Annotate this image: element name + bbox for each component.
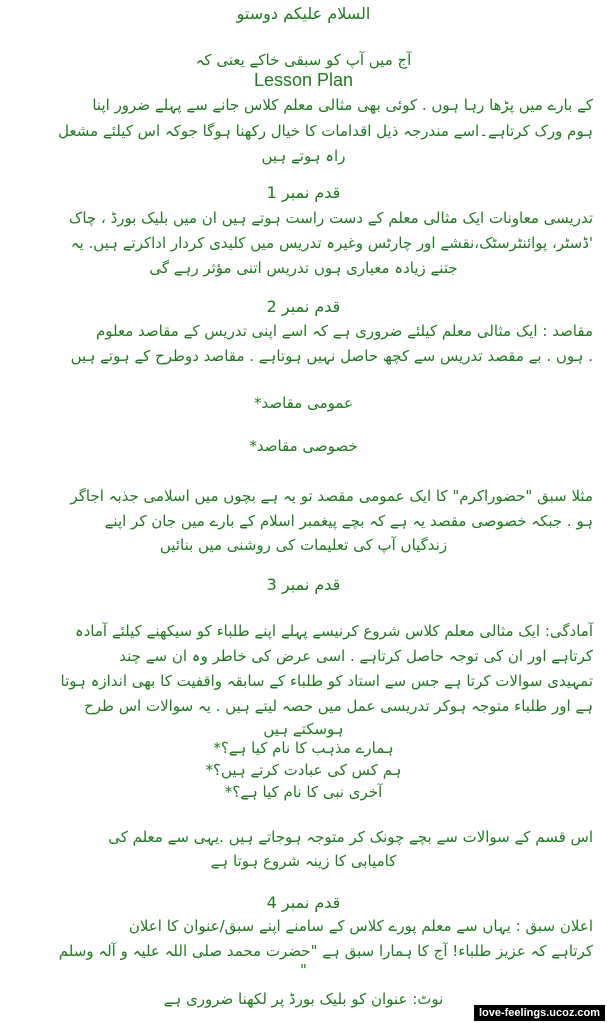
- step-4-line: ": [300, 961, 307, 979]
- intro-line: آج میں آپ کو سبقی خاکے یعنی کہ: [195, 51, 412, 69]
- specific-objectives: خصوصی مقاصد*: [249, 437, 358, 455]
- step-4-line: کرتاہے کہ عزیز طلباء! آج کا ہمارا سبق ہے "حضرت محمد صلی اللہ علیہ و آلہ وسلم: [58, 942, 593, 960]
- step-4-title: قدم نمبر 4: [266, 893, 341, 912]
- intro-line: ہوم ورک کرتاہے۔اسے مندرجہ ذیل اقدامات کا خیال رکھنا ہوگا جوکہ اس کیلئے مشعل: [58, 122, 593, 140]
- step-1-title: قدم نمبر 1: [266, 183, 341, 202]
- step-3-line: ہوسکتے ہیں: [263, 720, 344, 738]
- question-item: آخری نبی کا نام کیا ہے؟*: [224, 783, 383, 801]
- step-2-line: مقاصد : ایک مثالی معلم کیلئے ضروری ہے کہ اسے اپنی تدریس کے مقاصد معلوم: [96, 322, 593, 340]
- intro-line: کے بارے میں پڑھا رہا ہوں . کوئی بھی مثالی معلم کلاس جانے سے پہلے ضرور اپنا: [92, 96, 593, 114]
- step-3-line: اس قسم کے سوالات سے بچے چونک کر متوجہ ہوجاتے ہیں .یہی سے معلم کی: [108, 828, 593, 846]
- step-2-example: ہو . جبکہ خصوصی مقصد یہ ہے کہ بچے پیغمبر اسلام کے بارے میں جان کر اپنے: [104, 512, 593, 530]
- step-3-line: کرتاہے اور ان کی توجہ حاصل کرتاہے . اسی عرض کی خاطر وہ ان سے چند: [119, 647, 593, 665]
- question-item: ہمارے مذہب کا نام کیا ہے؟*: [213, 739, 394, 757]
- step-1-line: تدریسی معاونات ایک مثالی معلم کے دست راست ہوتے ہیں ان میں بلیک بورڈ ، چاک: [68, 209, 593, 227]
- step-2-example: زندگیاں آپ کی تعلیمات کی روشنی میں بنائیں: [159, 536, 448, 554]
- step-1-line: 'ڈسٹر، پوائنٹرسٹک،نقشے اور چارٹس وغیرہ تدریس میں کلیدی کردار اداکرتے ہیں. یہ: [70, 234, 593, 252]
- greeting: السلام علیکم دوستو: [236, 4, 371, 23]
- step-3-line: ہے اور طلباء متوجہ ہوکر تدریسی عمل میں حصہ لیتے ہیں . یہ سوالات اس طرح: [84, 697, 593, 715]
- step-2-example: مثلا سبق "حضوراکرم" کا ایک عمومی مقصد تو یہ ہے بچوں میں اسلامی جذبہ اجاگر: [70, 487, 593, 505]
- step-1-line: جتنے زیادہ معیاری ہوں تدریس اتنی مؤثر رہے گی: [149, 259, 458, 277]
- step-3-line: آمادگی: ایک مثالی معلم کلاس شروع کرنیسے پہلے اپنے طلباء کو سیکھنے کیلئے آمادہ: [74, 622, 593, 640]
- watermark: love-feelings.ucoz.com: [474, 1005, 605, 1021]
- intro-line: راہ ہوتے ہیں: [261, 147, 346, 165]
- step-2-title: قدم نمبر 2: [266, 297, 341, 316]
- question-item: ہم کس کی عبادت کرتے ہیں؟*: [205, 761, 402, 779]
- step-3-title: قدم نمبر 3: [266, 575, 341, 594]
- step-3-line: کامیابی کا زینہ شروع ہوتا ہے: [210, 852, 397, 870]
- step-3-line: تمہیدی سوالات کرتا ہے جس سے استاد کو طلباء کے سابقہ واقفیت کا بھی اندازہ ہوتا: [60, 672, 593, 690]
- lesson-plan-title: Lesson Plan: [253, 70, 354, 90]
- step-4-line: اعلان سبق : یہاں سے معلم پورے کلاس کے سامنے اپنے سبق/عنوان کا اعلان: [128, 917, 593, 935]
- note: نوٹ: عنوان کو بلیک بورڈ پر لکھنا ضروری ہے: [163, 990, 444, 1008]
- general-objectives: عمومی مقاصد*: [254, 394, 353, 412]
- step-2-line: . ہوں . بے مقصد تدریس سے کچھ حاصل نہیں ہوتاہے . مقاصد دوطرح کے ہوتے ہیں: [70, 347, 593, 365]
